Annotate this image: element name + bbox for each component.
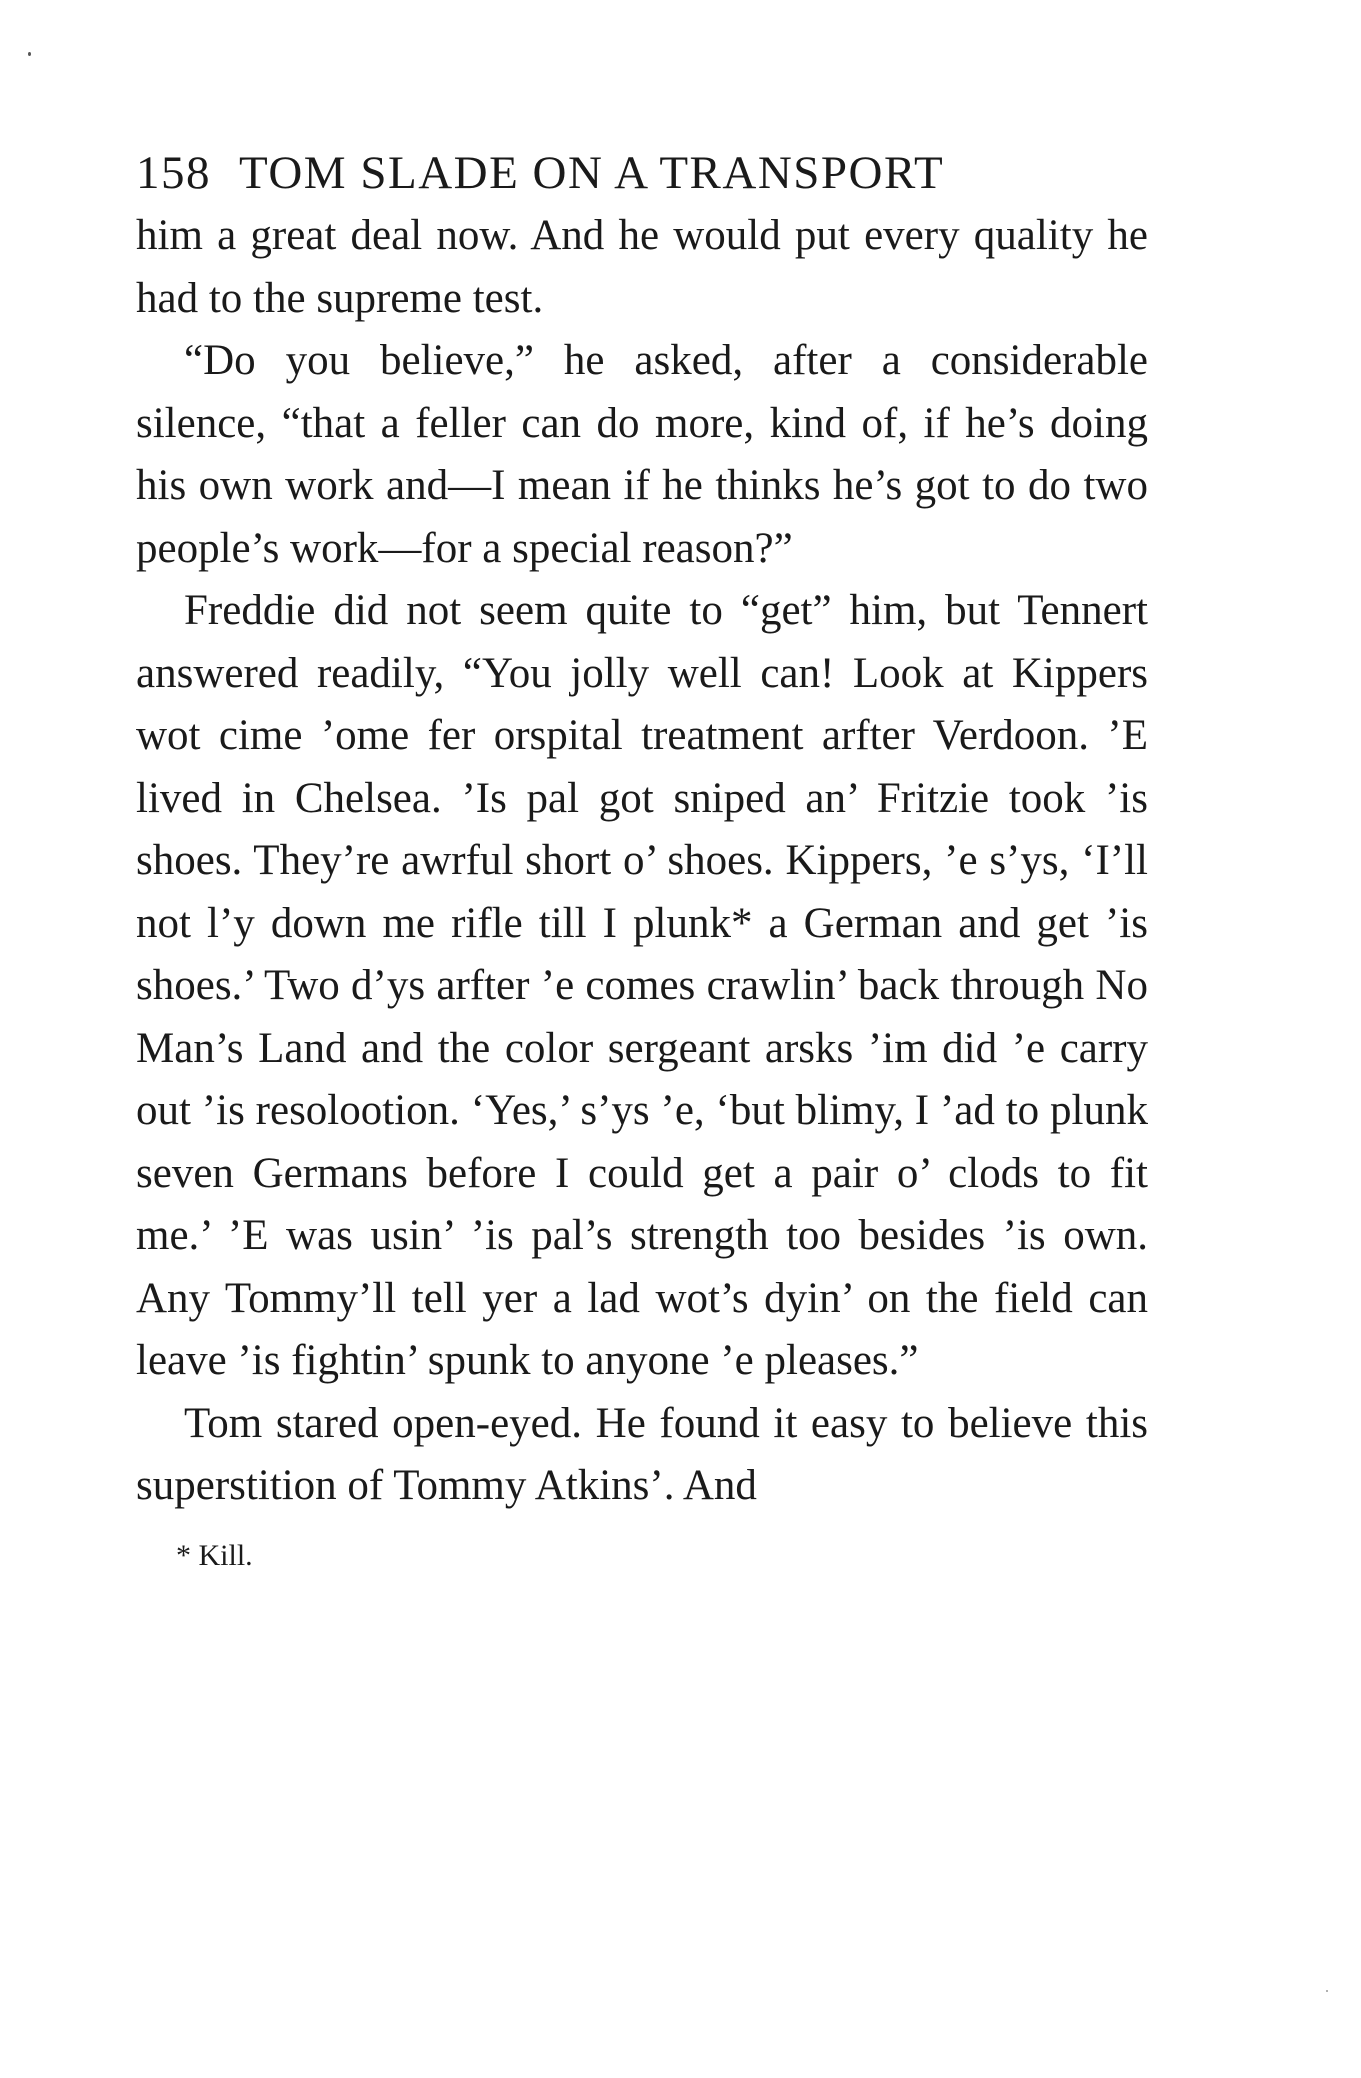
scan-speck	[1326, 1990, 1328, 1992]
paragraph: “Do you believe,” he asked, after a considerable silence, “that a feller can do more, kind of, if he’s doing his own work and—I mean if he thinks he’s got to do two people’s work—for a special reason?”	[136, 337, 1148, 572]
body-text	[136, 205, 1148, 1518]
page-number: 158	[136, 147, 211, 199]
paragraph: him a great deal now. And he would put every quality he had to the supreme test.	[136, 212, 1148, 322]
paragraph: Tom stared open-eyed. He found it easy to believe this superstition of Tommy Atkins’. And	[136, 1399, 1148, 1509]
running-title: TOM SLADE ON A TRANSPORT	[239, 147, 945, 199]
book-page	[136, 147, 1148, 1576]
running-head	[136, 147, 1148, 199]
scan-speck	[28, 52, 31, 56]
paragraph: Freddie did not seem quite to “get” him, but Tennert answered readily, “You jolly well can! Look at Kippers wot cime ’ome fer orspital treatment arfter Verdoon. ’E lived in Chelsea. ’Is pal got sniped an’ Fritzie took ’is shoes. They’re awrful short o’ shoes. Kippers, ’e s’ys, ‘I’ll not l’y down me rifle till I plunk* a German and get ’is shoes.’ Two d’ys arfter ’e comes crawlin’ back through No Man’s Land and the color sergeant arsks ’im did ’e carry out ’is resolootion. ‘Yes,’ s’ys ’e, ‘but blimy, I ’ad to plunk seven Germans before I could get a pair o’ clods to fit me.’ ’E was usin’ ’is pal’s strength too besides ’is own. Any Tommy’ll tell yer a lad wot’s dyin’ on the field can leave ’is fightin’ spunk to anyone ’e pleases.”	[136, 587, 1148, 1384]
footnote: * Kill.	[176, 1538, 253, 1572]
